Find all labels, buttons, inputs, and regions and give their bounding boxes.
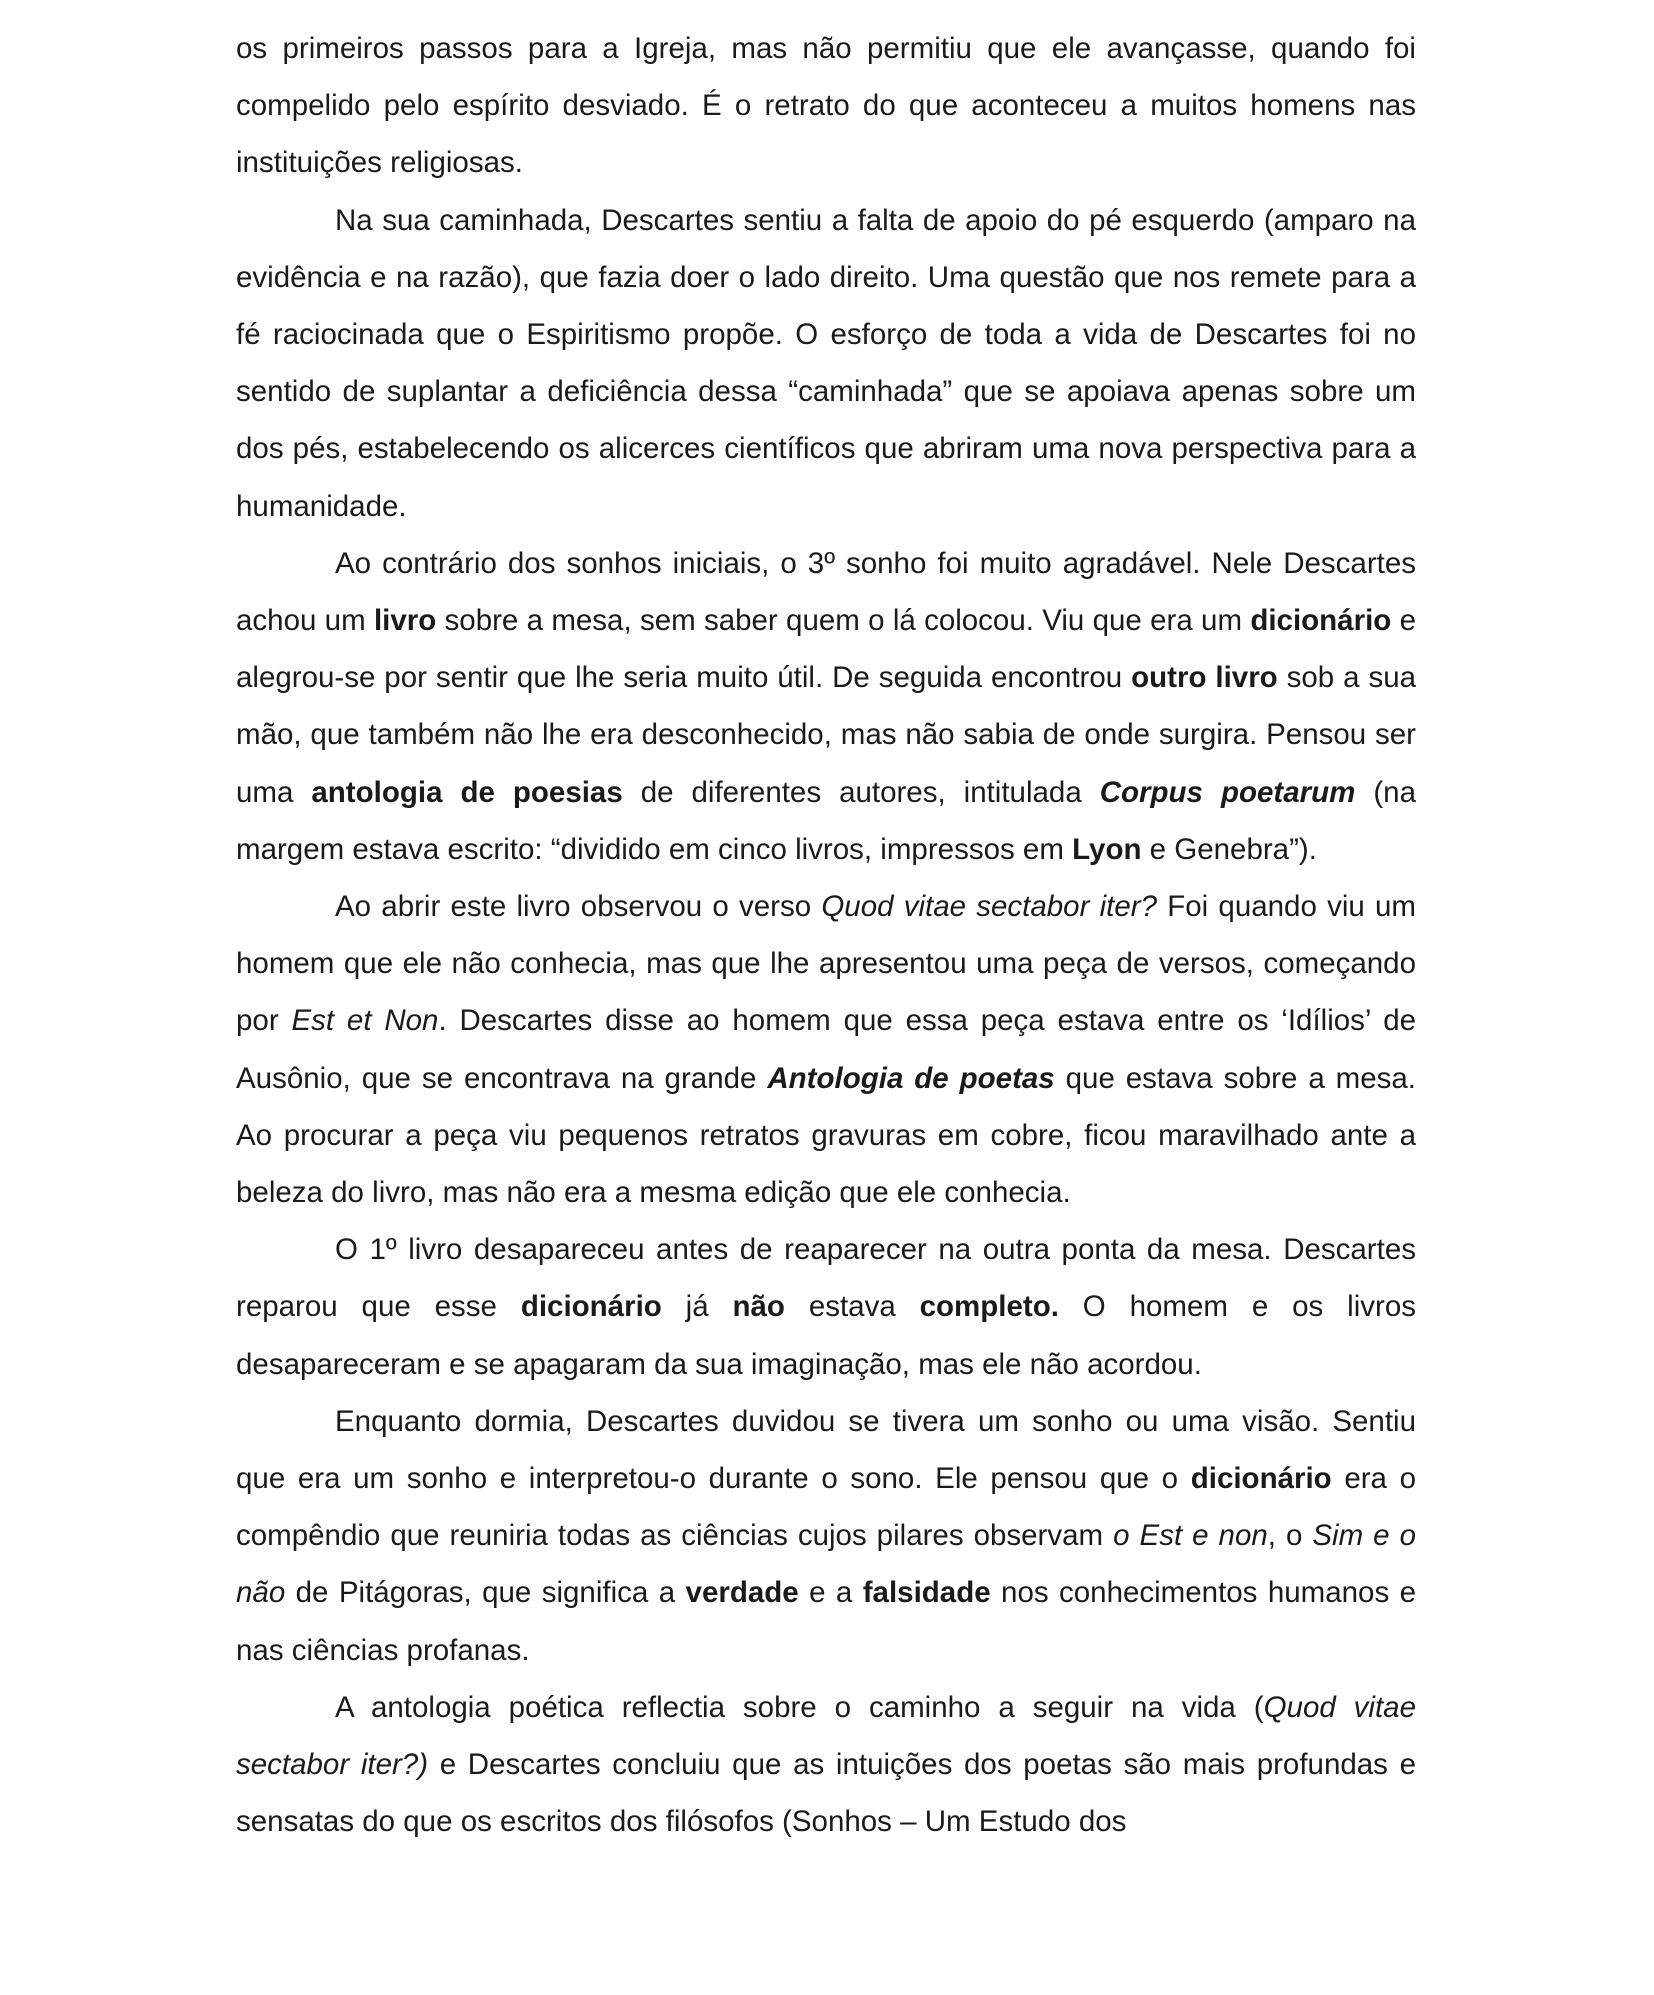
text-run: O 1º livro desapareceu antes de reaparecer na outra ponta da mesa. Descartes reparou que esse — [236, 1233, 1416, 1324]
bold-run: antologia de poesias — [311, 775, 623, 809]
text-run: os primeiros passos para a Igreja, mas não permitiu que ele avançasse, quando foi compelido pelo espírito desviado. É o retrato do que aconteceu a muitos homens nas instituições religiosas. — [236, 32, 1416, 180]
text-run: (na margem estava escrito: “dividido em cinco livros, impressos em — [236, 775, 1416, 866]
text-run: Na sua caminhada, Descartes sentiu a falta de apoio do pé esquerdo (amparo na evidência e na razão), que fazia doer o lado direito. Uma questão que nos remete para a fé raciocinada que o Espiritismo propõe. O esforço de toda a vida de Descartes foi no sentido de suplantar a deficiência dessa “caminhada” que se apoiava apenas sobre um dos pés, estabelecendo os alicerces científicos que abriram uma nova perspectiva para a humanidade. — [236, 203, 1416, 523]
bold-italic-run — [767, 1062, 1054, 1095]
text-run: era o compêndio que reuniria todas as ciências cujos pilares observam — [236, 1462, 1417, 1553]
text-run: e Genebra”). — [1141, 832, 1317, 866]
text-run: e Descartes concluiu que as intuições dos poetas são mais profundas e sensatas do que os escritos dos filósofos (Sonhos – Um Estudo dos — [236, 1748, 1416, 1839]
emphasis-text: Antologia de poetas — [767, 1061, 1055, 1095]
text-run: O homem e os livros desapareceram e se apagaram da sua imaginação, mas ele não acordou. — [236, 1290, 1416, 1381]
bold-run: dicionário — [1250, 604, 1392, 638]
text-run: sobre a mesa, sem saber quem o lá colocou. Viu que era um — [436, 604, 1251, 638]
text-run: sob a sua mão, que também não lhe era desconhecido, mas não sabia de onde surgira. Pensou ser uma — [236, 661, 1417, 809]
text-run: Ao abrir este livro observou o verso — [335, 890, 822, 924]
text-run: A antologia poética reflectia sobre o caminho a seguir na vida ( — [335, 1690, 1264, 1724]
italic-run: Est et Non — [291, 1004, 439, 1038]
text-run: e a — [798, 1576, 863, 1610]
text-run: e alegrou-se por sentir que lhe seria muito útil. De seguida encontrou — [236, 604, 1416, 695]
paragraph-2 — [236, 192, 1416, 535]
paragraph-7 — [236, 1679, 1416, 1851]
italic-run: Quod vitae sectabor iter?) — [236, 1690, 1416, 1782]
italic-run: Quod vitae sectabor iter? — [821, 890, 1158, 924]
paragraph-5 — [236, 1221, 1416, 1393]
bold-run: dicionário — [1190, 1462, 1332, 1496]
italic-run: o Est e non — [1113, 1519, 1268, 1553]
paragraph-1 — [236, 20, 1416, 192]
text-run: estava — [784, 1290, 920, 1324]
italic-run: Sim e o não — [236, 1519, 1416, 1610]
text-run: , o — [1267, 1519, 1313, 1553]
bold-run: dicionário — [520, 1290, 662, 1324]
text-run: Enquanto dormia, Descartes duvidou se tivera um sonho ou uma visão. Sentiu que era um sonho e interpretou-o durante o sono. Ele pensou que o — [236, 1404, 1416, 1496]
text-run: de Pitágoras, que significa a — [285, 1576, 686, 1610]
paragraph-4 — [236, 878, 1416, 1221]
paragraph-6 — [236, 1393, 1416, 1679]
bold-run: livro — [373, 604, 437, 638]
text-run: de diferentes autores, intitulada — [622, 775, 1100, 809]
bold-run: verdade — [685, 1576, 799, 1610]
document-page — [236, 20, 1416, 1851]
bold-italic-run — [1100, 776, 1356, 809]
text-run: já — [661, 1290, 733, 1324]
bold-run: completo. — [919, 1290, 1059, 1324]
text-run: nos conhecimentos humanos e nas ciências profanas. — [236, 1576, 1417, 1667]
text-run: que estava sobre a mesa. Ao procurar a peça viu pequenos retratos gravuras em cobre, ficou maravilhado ante a beleza do livro, mas não era a mesma edição que ele conhecia. — [236, 1061, 1416, 1210]
text-run: . Descartes disse ao homem que essa peça estava entre os ‘Idílios’ de Ausônio, que se encontrava na grande — [236, 1004, 1417, 1095]
bold-run: não — [732, 1290, 785, 1324]
text-run: Ao contrário dos sonhos iniciais, o 3º sonho foi muito agradável. Nele Descartes achou um — [236, 546, 1416, 638]
text-run: Foi quando viu um homem que ele não conhecia, mas que lhe apresentou uma peça de versos, começando por — [236, 890, 1416, 1038]
bold-run: falsidade — [862, 1576, 991, 1610]
paragraph-3 — [236, 535, 1416, 878]
bold-run: Lyon — [1072, 832, 1142, 866]
emphasis-text: Corpus poetarum — [1099, 775, 1356, 809]
bold-run: outro livro — [1131, 661, 1278, 695]
